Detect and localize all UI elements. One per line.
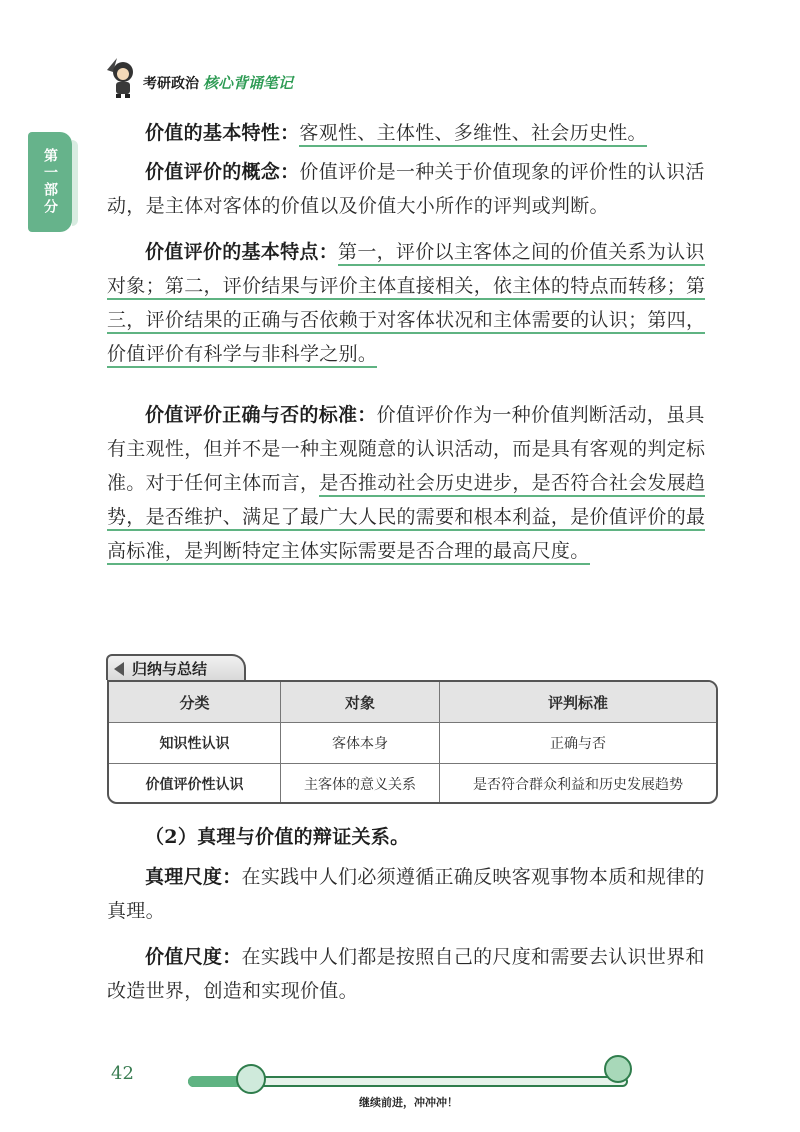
- book-title: 考研政治 核心背诵笔记: [143, 74, 294, 92]
- header-cell: 对象: [281, 682, 440, 722]
- table-row: [109, 764, 716, 804]
- summary-table: [107, 680, 718, 804]
- table-cell: 知识性认识: [109, 723, 281, 763]
- paragraph-evaluation-features: 价值评价的基本特点：第一，评价以主客体之间的价值关系为认识对象；第二，评价结果与评价主体直接相关，依主体的特点而转移；第三，评价结果的正确与否依赖于对客体状况和主体需要的认识；第四，价值评价有科学与非科学之别。: [107, 235, 719, 371]
- table-cell: 主客体的意义关系: [281, 764, 440, 804]
- section-side-tab: 第一部分: [28, 132, 72, 232]
- paragraph-value-scale: 价值尺度：在实践中人们都是按照自己的尺度和需要去认识世界和改造世界，创造和实现价值。: [107, 946, 705, 1002]
- mascot-icon: [103, 52, 143, 98]
- paragraph-value-properties: 价值的基本特性：客观性、主体性、多维性、社会历史性。: [107, 116, 719, 150]
- side-tab-shadow: [72, 140, 78, 226]
- footer-bun-icon: [236, 1064, 266, 1094]
- table-cell: 客体本身: [281, 723, 440, 763]
- table-row: [109, 723, 716, 764]
- book-header: [103, 52, 323, 102]
- table-cell: 正确与否: [550, 736, 606, 752]
- summary-label: 归纳与总结: [106, 654, 246, 680]
- paragraph-evaluation-concept: 价值评价的概念：价值评价是一种关于价值现象的评价性的认识活动，是主体对客体的价值以及价值大小所作的评判或判断。: [107, 161, 705, 217]
- footer-slogan: 继续前进，冲冲冲！: [359, 1096, 458, 1109]
- paragraph-truth-scale: 真理尺度：在实践中人们必须遵循正确反映客观事物本质和规律的真理。: [107, 866, 705, 922]
- page-number: 42: [111, 1063, 134, 1084]
- header-cell: 评判标准: [547, 693, 608, 712]
- section2-heading: （2）真理与价值的辩证关系。: [145, 826, 410, 848]
- header-cell: 分类: [109, 682, 281, 722]
- table-header-row: [109, 682, 716, 723]
- table-cell: 是否符合群众利益和历史发展趋势: [473, 777, 683, 793]
- paragraph-evaluation-standard: 价值评价正确与否的标准：价值评价作为一种价值判断活动，虽具有主观性，但并不是一种主观随意的认识活动，而是具有客观的判定标准。对于任何主体而言，是否推动社会历史进步，是否符合社会发展趋势，是否维护、满足了最广大人民的需要和根本利益，是价值评价的最高标准，是判断特定主体实际需要是否合理的最高尺度。: [107, 398, 719, 568]
- table-cell: 价值评价性认识: [109, 764, 281, 804]
- footer-snail-icon: [604, 1055, 632, 1083]
